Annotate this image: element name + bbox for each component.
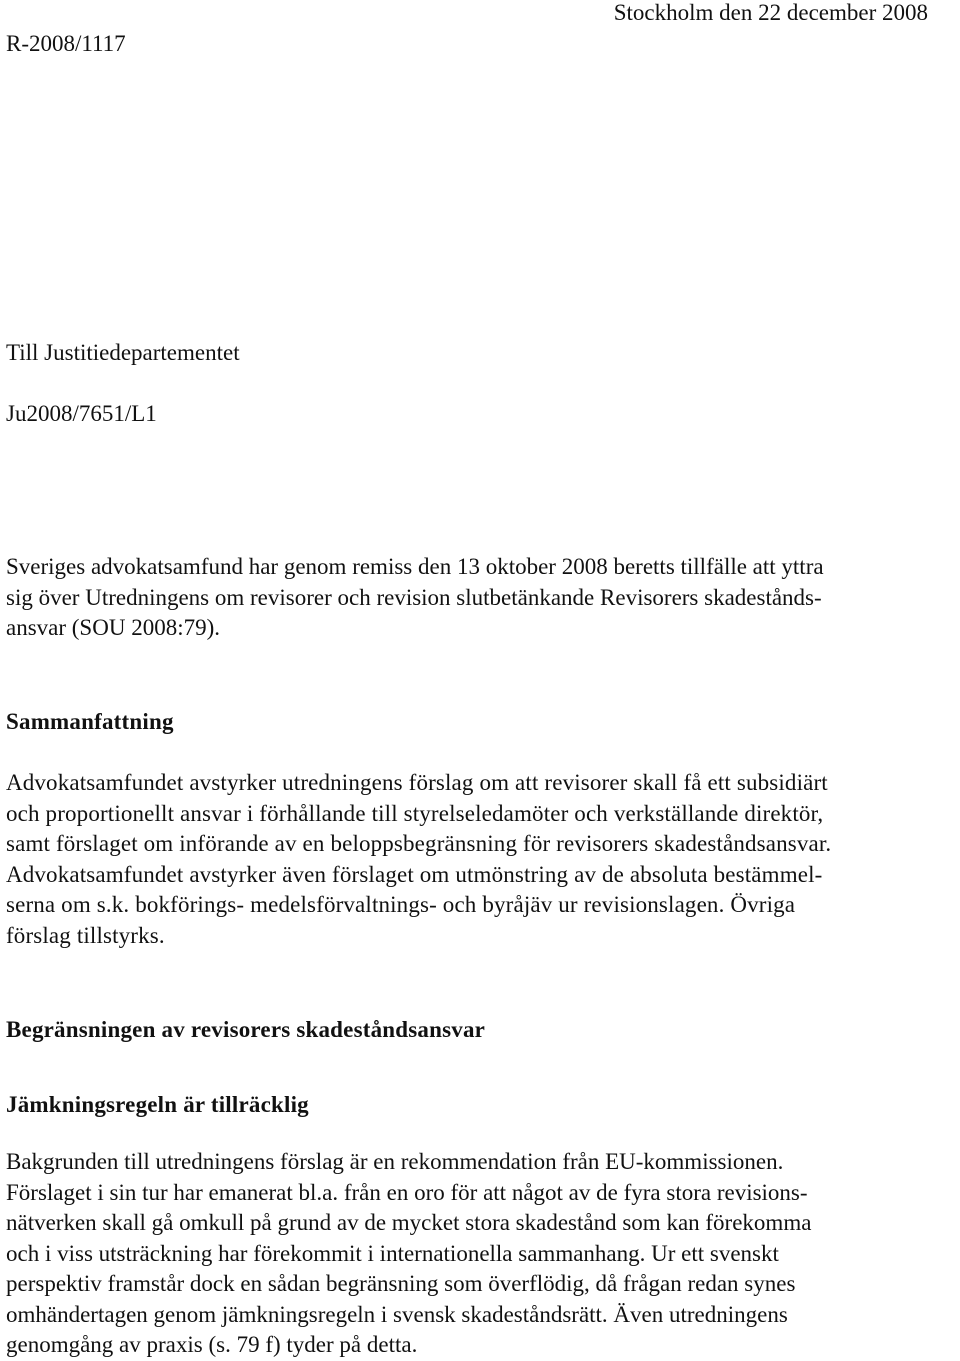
summary-line: serna om s.k. bokförings- medelsförvaltnings- och byråjäv ur revisionslagen. Övriga (6, 892, 796, 917)
summary-line: Advokatsamfundet avstyrker även förslaget om utmönstring av de absoluta bestämmel- (6, 861, 823, 887)
intro-line: Sveriges advokatsamfund har genom remiss den 13 oktober 2008 beretts tillfälle att yttra (6, 554, 824, 579)
background-line: Förslaget i sin tur har emanerat bl.a. från en oro för att något av de fyra stora revisions- (6, 1179, 808, 1205)
place-date: Stockholm den 22 december 2008 (613, 0, 928, 25)
background-line: Bakgrunden till utredningens förslag är en rekommendation från EU-kommissionen. (6, 1149, 784, 1174)
background-line: genomgång av praxis (s. 79 f) tyder på detta. (6, 1332, 418, 1357)
background-line: omhändertagen genom jämkningsregeln i svensk skadeståndsrätt. Även utredningens (6, 1301, 788, 1327)
summary-line: och proportionellt ansvar i förhållande till styrelseledamöter och verkställande direktör, (6, 800, 824, 826)
background-line: nätverken skall gå omkull på grund av de mycket stora skadestånd som kan förekomma (6, 1210, 812, 1235)
summary-line: samt förslaget om införande av en beloppsbegränsning för revisorers skadeståndsansvar. (6, 831, 832, 856)
summary-paragraph (6, 768, 956, 951)
intro-paragraph (6, 552, 956, 644)
intro-line: ansvar (SOU 2008:79). (6, 615, 220, 640)
background-line: perspektiv framstår dock en sådan begränsning som överflödig, då frågan redan synes (6, 1271, 796, 1296)
summary-line: Advokatsamfundet avstyrker utredningens förslag om att revisorer skall få ett subsidiärt (6, 770, 828, 795)
intro-line: sig över Utredningens om revisorer och revision slutbetänkande Revisorers skadestånds- (6, 584, 822, 610)
adjustment-rule-heading: Jämkningsregeln är tillräcklig (6, 1092, 309, 1117)
limitation-heading: Begränsningen av revisorers skadeståndsansvar (6, 1017, 486, 1042)
document-number: Ju2008/7651/L1 (6, 401, 157, 426)
summary-line: förslag tillstyrks. (6, 922, 165, 948)
background-paragraph (6, 1147, 956, 1361)
background-line: och i viss utsträckning har förekommit i internationella sammanhang. Ur ett svenskt (6, 1240, 779, 1266)
recipient: Till Justitiedepartementet (6, 340, 240, 365)
summary-heading: Sammanfattning (6, 709, 174, 734)
reference-number: R-2008/1117 (6, 31, 126, 56)
